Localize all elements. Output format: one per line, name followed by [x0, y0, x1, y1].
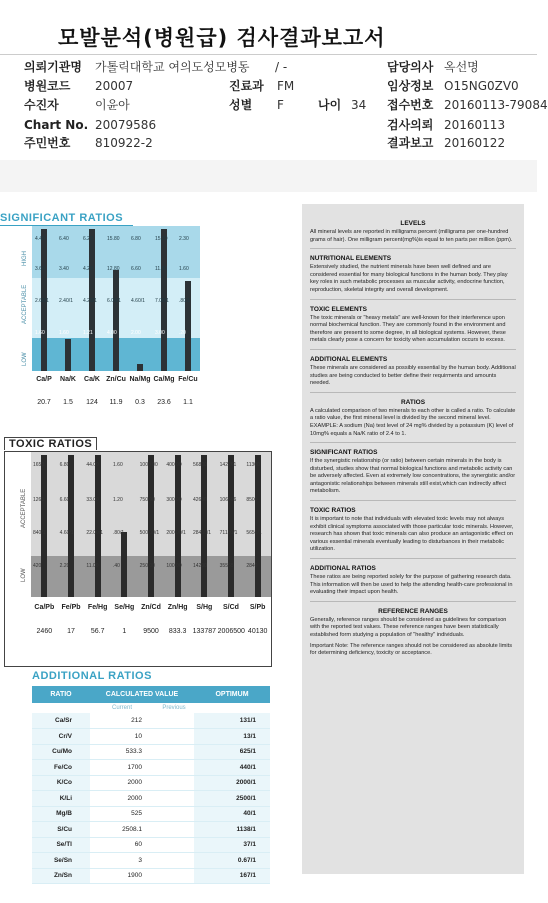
tick-label: 11300 [246, 462, 260, 468]
tick-label: 6.40 [59, 236, 69, 242]
toxic-elements-title: TOXIC ELEMENTS [310, 305, 367, 313]
current-value: 533.3 [90, 744, 154, 760]
optimum-value: 2500/1 [194, 791, 270, 807]
table-row [32, 868, 270, 884]
ratio-name: K/Co [32, 775, 90, 791]
hospital-code-value: 20007 [95, 79, 134, 93]
table-row [32, 775, 270, 791]
category-label: Zn/Cu [106, 376, 126, 383]
tick-label: 2.60/1 [35, 298, 49, 304]
category-label: S/Hg [196, 604, 213, 611]
tick-label: 11.80 [155, 266, 168, 272]
ratio-name: S/Cu [32, 822, 90, 838]
request-value: 20160113 [444, 118, 506, 132]
tick-label: .80/1 [113, 530, 125, 536]
previous-value [154, 791, 194, 807]
significant-ratios-chart [4, 226, 204, 436]
doctor-label: 담당의사 [387, 60, 434, 74]
ratio-bar [137, 364, 143, 371]
nutritional-text: Extensively studied, the nutrient minerals have been well defined and are considered essential for many biological functions in the human body. They play key roles in such metabolic processes as muscular activity, endocrine function, reproduction, skeletal integrity and overall development. [310, 264, 508, 293]
sex-label: 성별 [229, 98, 253, 112]
previous-value [154, 837, 194, 853]
reference-ranges-title: REFERENCE RANGES [378, 607, 448, 615]
report-date-label: 결과보고 [387, 136, 434, 150]
tick-label: 2.40/1 [59, 298, 73, 304]
category-label: Na/Mg [129, 376, 151, 383]
toxic-elements-text: The toxic minerals or "heavy metals" are well-known for their interference upon normal biochemical function. They are commonly found in the environment and therefore are present to some degree, in all biological systems. However, these metals clearly pose a concern for toxicity when accumulation occurs to excess. [310, 314, 506, 344]
category-label: S/Cd [223, 604, 239, 611]
ratio-name: Se/Sn [32, 853, 90, 869]
tick-label: 7.00/1 [155, 298, 169, 304]
separator-band [0, 160, 537, 192]
tick-label: 4.60/1 [131, 298, 145, 304]
optimum-value: 2000/1 [194, 775, 270, 791]
previous-value [154, 729, 194, 745]
ratios-title: RATIOS [400, 398, 426, 406]
category-label: Fe/Cu [178, 376, 198, 383]
current-value: 212 [90, 713, 154, 729]
optimum-value: 625/1 [194, 744, 270, 760]
current-value: 1700 [90, 760, 154, 776]
title-rule [0, 54, 537, 55]
table-row [32, 791, 270, 807]
ratio-value: 124 [86, 399, 98, 406]
tick-label: .20 [179, 330, 186, 336]
tick-label: 14200 [193, 563, 207, 569]
tick-label: 1.60 [179, 266, 189, 272]
current-value: 10 [90, 729, 154, 745]
ratio-bar [65, 339, 71, 371]
tick-label: 15.80 [107, 236, 120, 242]
current-value: 1900 [90, 868, 154, 884]
tick-label: 1.60 [59, 330, 69, 336]
tick-label: 1260 [33, 497, 45, 503]
current-value: 3 [90, 853, 154, 869]
ratio-name: Fe/Co [32, 760, 90, 776]
tick-label: 4.00 [107, 330, 117, 336]
ratio-name: Ca/Sr [32, 713, 90, 729]
tick-label: 142261 [219, 462, 237, 468]
ratio-bar [148, 455, 154, 597]
tick-label: 400.00 [166, 462, 182, 468]
tick-label: 106696 [219, 497, 237, 503]
previous-subheader: Previous [162, 705, 186, 711]
table-row [32, 806, 270, 822]
institution-value: 가톨릭대학교 여의도성모병동 [95, 60, 250, 74]
ratio-bar [255, 455, 261, 597]
ratio-value: 56.7 [90, 628, 105, 635]
ratio-name: Cr/V [32, 729, 90, 745]
nutritional-title: NUTRITIONAL ELEMENTS [310, 255, 392, 263]
age-value: 34 [351, 98, 367, 112]
ratio-bar [68, 455, 74, 597]
current-value: 2000 [90, 791, 154, 807]
clinical-value: O15NG0ZV0 [444, 79, 519, 93]
chart-no-label: Chart No. [24, 118, 89, 132]
additional-ratios-info-title: ADDITIONAL RATIOS [310, 565, 376, 573]
category-label: Zn/Cd [141, 604, 161, 611]
table-row [32, 760, 270, 776]
levels-text: All mineral levels are reported in milligrams percent (milligrams per one-hundred grams of hair). One milligram percent(mg%)is equal to ten parts per million (ppm). [310, 229, 513, 243]
ratio-value: 2006500 [217, 628, 245, 635]
tick-label: 3.00 [155, 330, 165, 336]
tick-label: 1650 [33, 462, 45, 468]
current-subheader: Current [111, 705, 132, 711]
previous-value [154, 775, 194, 791]
category-label: Fe/Pb [61, 604, 81, 611]
tick-label: 3.60 [35, 266, 45, 272]
tick-label: 750.00 [139, 497, 155, 503]
tick-label: 1.21 [83, 330, 93, 336]
tick-label: 200.00/1 [166, 530, 186, 536]
significant-info-text: If the synergistic relationship (or ratio) between certain minerals in the body is disturbed, studies show that normal biological functions and metabolic activity can be adversely affected. Even at extremely low concentrations, the synergistic and/or antagonistic relationships between minerals still exist,which can indirectly affect metabolism. [310, 458, 516, 495]
previous-value [154, 853, 194, 869]
ratio-value: 11.9 [109, 399, 123, 406]
request-label: 검사의뢰 [387, 118, 434, 132]
category-label: Ca/Pb [34, 604, 55, 611]
table-row [32, 853, 270, 869]
ratio-name: Se/Tl [32, 837, 90, 853]
tick-label: 44.00 [86, 462, 99, 468]
receipt-value: 20160113-79084 [444, 98, 548, 112]
previous-value [154, 760, 194, 776]
ratio-value: 1.1 [183, 399, 193, 406]
category-label: Se/Hg [114, 604, 135, 611]
tick-label: 3.40 [59, 266, 69, 272]
ratio-name: K/Li [32, 791, 90, 807]
tick-label: 840/1 [33, 530, 46, 536]
category-label: Fe/Hg [87, 604, 108, 611]
tick-label: 4.20 [83, 266, 93, 272]
institution-label: 의뢰기관명 [24, 60, 82, 74]
significant-ratios-title: SIGNIFICANT RATIOS [0, 212, 124, 224]
zone-label: LOW [21, 568, 27, 582]
category-label: S/Pb [249, 604, 266, 611]
table-row [32, 744, 270, 760]
clinical-label: 임상정보 [387, 79, 434, 93]
ratio-value: 1.5 [63, 399, 73, 406]
additional-elements-text: These minerals are considered as possibly essential by the human body. Additional studies are being conducted to better define their requirments and amounts needed. [310, 364, 516, 387]
report-date-value: 20160122 [444, 136, 506, 150]
age-label: 나이 [318, 98, 342, 112]
tick-label: 420 [33, 563, 42, 569]
category-label: Zn/Hg [167, 604, 188, 611]
report-title: 모발분석(병원급) 검사결과보고서 [58, 26, 386, 50]
table-row [32, 729, 270, 745]
previous-value [154, 822, 194, 838]
optimum-header: OPTIMUM [194, 686, 270, 703]
ratio-value: 20.7 [37, 399, 51, 406]
tick-label: 1000.00 [139, 462, 158, 468]
ratio-value: 0.3 [135, 399, 145, 406]
ratio-name: Cu/Mo [32, 744, 90, 760]
calculated-header: CALCULATED VALUE [90, 686, 194, 703]
ratio-bar [95, 455, 101, 597]
tick-label: 2.30 [179, 236, 189, 242]
tick-label: 4.60/1 [59, 530, 74, 536]
optimum-value: 440/1 [194, 760, 270, 776]
tick-label: 6.20 [83, 236, 93, 242]
ratio-bar [121, 532, 127, 597]
ratio-bar [41, 455, 47, 597]
tick-label: 42600 [193, 497, 207, 503]
table-row [32, 822, 270, 838]
toxic-ratios-info-title: TOXIC RATIOS [310, 507, 356, 515]
current-value: 60 [90, 837, 154, 853]
tick-label: 500.00/1 [139, 530, 160, 536]
previous-value [154, 806, 194, 822]
toxic-ratios-chart [4, 451, 272, 667]
category-label: Ca/P [36, 376, 52, 383]
optimum-value: 40/1 [194, 806, 270, 822]
tick-label: .40 [113, 563, 120, 569]
tick-label: 6.00/1 [107, 298, 121, 304]
optimum-value: 131/1 [194, 713, 270, 729]
zone-label: ACCEPTABLE [21, 488, 27, 528]
patient-info-header [0, 58, 548, 158]
tick-label: 4.40 [35, 236, 45, 242]
ratio-value: 1 [122, 628, 127, 635]
optimum-value: 37/1 [194, 837, 270, 853]
optimum-value: 1138/1 [194, 822, 270, 838]
zone-label: LOW [22, 352, 28, 366]
tick-label: 71130/1 [219, 530, 238, 536]
previous-value [154, 744, 194, 760]
tick-label: 5650/1 [246, 530, 262, 536]
toxic-ratios-info-text: It is important to note that individuals with elevated toxic levels may not always exhibit clinical symptoms associated with those particular toxic minerals. However, research has shown that toxic minerals can also produce an antagonistic effect on various essential minerals eventually leading to disturbances in their metabolic utilization. [310, 516, 514, 553]
tick-label: 2840 [246, 563, 258, 569]
tick-label: 1.60 [113, 462, 123, 468]
zone-label: HIGH [22, 251, 28, 266]
id-value: 810922-2 [95, 136, 153, 150]
ratio-bar [175, 455, 181, 597]
additional-ratios-info-text: These ratios are being reported solely for the purpose of gathering research data. This information will then be used to help the attending health-care professional in evaluating their impact upon health. [310, 574, 513, 596]
category-label: Na/K [60, 376, 76, 383]
hospital-code-label: 병원코드 [24, 79, 71, 93]
ratio-value: 23.6 [157, 399, 171, 406]
receipt-label: 접수번호 [387, 98, 434, 112]
previous-value [154, 713, 194, 729]
additional-ratios-table [32, 686, 270, 884]
current-value: 525 [90, 806, 154, 822]
tick-label: 1.60 [35, 330, 45, 336]
ratio-value: 17 [67, 628, 75, 635]
ratio-value: 9500 [143, 628, 159, 635]
tick-label: .80/1 [179, 298, 191, 304]
explanation-panel [302, 204, 524, 874]
reference-ranges-text: Generally, reference ranges should be considered as guidelines for comparison with the reported test values. These reference ranges have been statistically established form studying a population of "healthy" individuals. [310, 616, 507, 638]
chart-no-value: 20079586 [95, 118, 157, 132]
patient-label: 수진자 [24, 98, 59, 112]
sex-value: F [277, 98, 284, 112]
ratio-value: 2460 [36, 628, 53, 635]
department-value: FM [277, 79, 295, 93]
levels-title: LEVELS [400, 220, 426, 227]
scanned-report-page [0, 192, 537, 890]
ratio-bar [201, 455, 207, 597]
tick-label: 100.00 [166, 563, 182, 569]
tick-label: 35565 [219, 563, 234, 569]
optimum-value: 167/1 [194, 868, 270, 884]
previous-value [154, 868, 194, 884]
optimum-value: 13/1 [194, 729, 270, 745]
patient-value: 이윤아 [95, 98, 130, 112]
ratio-bar [185, 281, 191, 371]
toxic-ratios-title: TOXIC RATIOS [4, 437, 97, 450]
tick-label: 4.20/1 [83, 298, 97, 304]
tick-label: 56800 [193, 462, 207, 468]
tick-label: 2.20 [59, 563, 70, 569]
ratio-name: Zn/Sn [32, 868, 90, 884]
tick-label: 2.00 [131, 330, 141, 336]
department-label: 진료과 [229, 79, 264, 93]
current-value: 2000 [90, 775, 154, 791]
ratio-header: RATIO [32, 686, 90, 703]
tick-label: 22.00/1 [86, 530, 104, 536]
optimum-value: 0.67/1 [194, 853, 270, 869]
significant-info-title: SIGNIFICANT RATIOS [310, 449, 378, 457]
category-label: Ca/K [84, 376, 100, 383]
table-row [32, 713, 270, 729]
tick-label: 300.00 [166, 497, 182, 503]
institution-extra: / - [275, 60, 288, 74]
important-note-text: Important Note: The reference ranges should not be considered as absolute limits for determining deficiency, toxicity or acceptance. [310, 642, 513, 657]
tick-label: 250.00 [139, 563, 155, 569]
additional-elements-title: ADDITIONAL ELEMENTS [310, 355, 388, 363]
tick-label: 6.60 [59, 497, 70, 503]
current-value: 2508.1 [90, 822, 154, 838]
tick-label: 6.60 [131, 266, 141, 272]
tick-label: 8500 [246, 497, 258, 503]
tick-label: 6.80 [59, 462, 70, 468]
ratio-value: 133787 [192, 628, 216, 635]
additional-ratios-title: ADDITIONAL RATIOS [32, 670, 152, 682]
tick-label: 6.80 [131, 236, 141, 242]
doctor-value: 옥선명 [444, 60, 479, 74]
ratio-value: 833.3 [168, 628, 187, 635]
tick-label: 33.00 [86, 497, 99, 503]
ratio-bar [228, 455, 234, 597]
ratio-bar [113, 270, 119, 372]
id-label: 주민번호 [24, 136, 71, 150]
tick-label: 11.00 [86, 563, 99, 569]
table-row [32, 837, 270, 853]
tick-label: 12.80 [107, 266, 120, 272]
ratios-text: A calculated comparison of two minerals to each other is called a ratio. To calculate a ratio value, the first mineral level is divided by the second mineral level. EXAMPLE: A sodium (Na) test level of 24 mg% divided by a potassium (K) level of 10mg% equals a Na/K ratio of 2.4 to 1. [310, 407, 516, 437]
category-label: Ca/Mg [153, 376, 175, 383]
tick-label: 15.80 [155, 236, 168, 242]
ratio-value: 40130 [247, 628, 268, 635]
tick-label: 28400/1 [193, 530, 212, 536]
ratio-name: Mg/B [32, 806, 90, 822]
tick-label: 1.20 [113, 497, 123, 503]
zone-label: ACCEPTABLE [22, 284, 28, 324]
